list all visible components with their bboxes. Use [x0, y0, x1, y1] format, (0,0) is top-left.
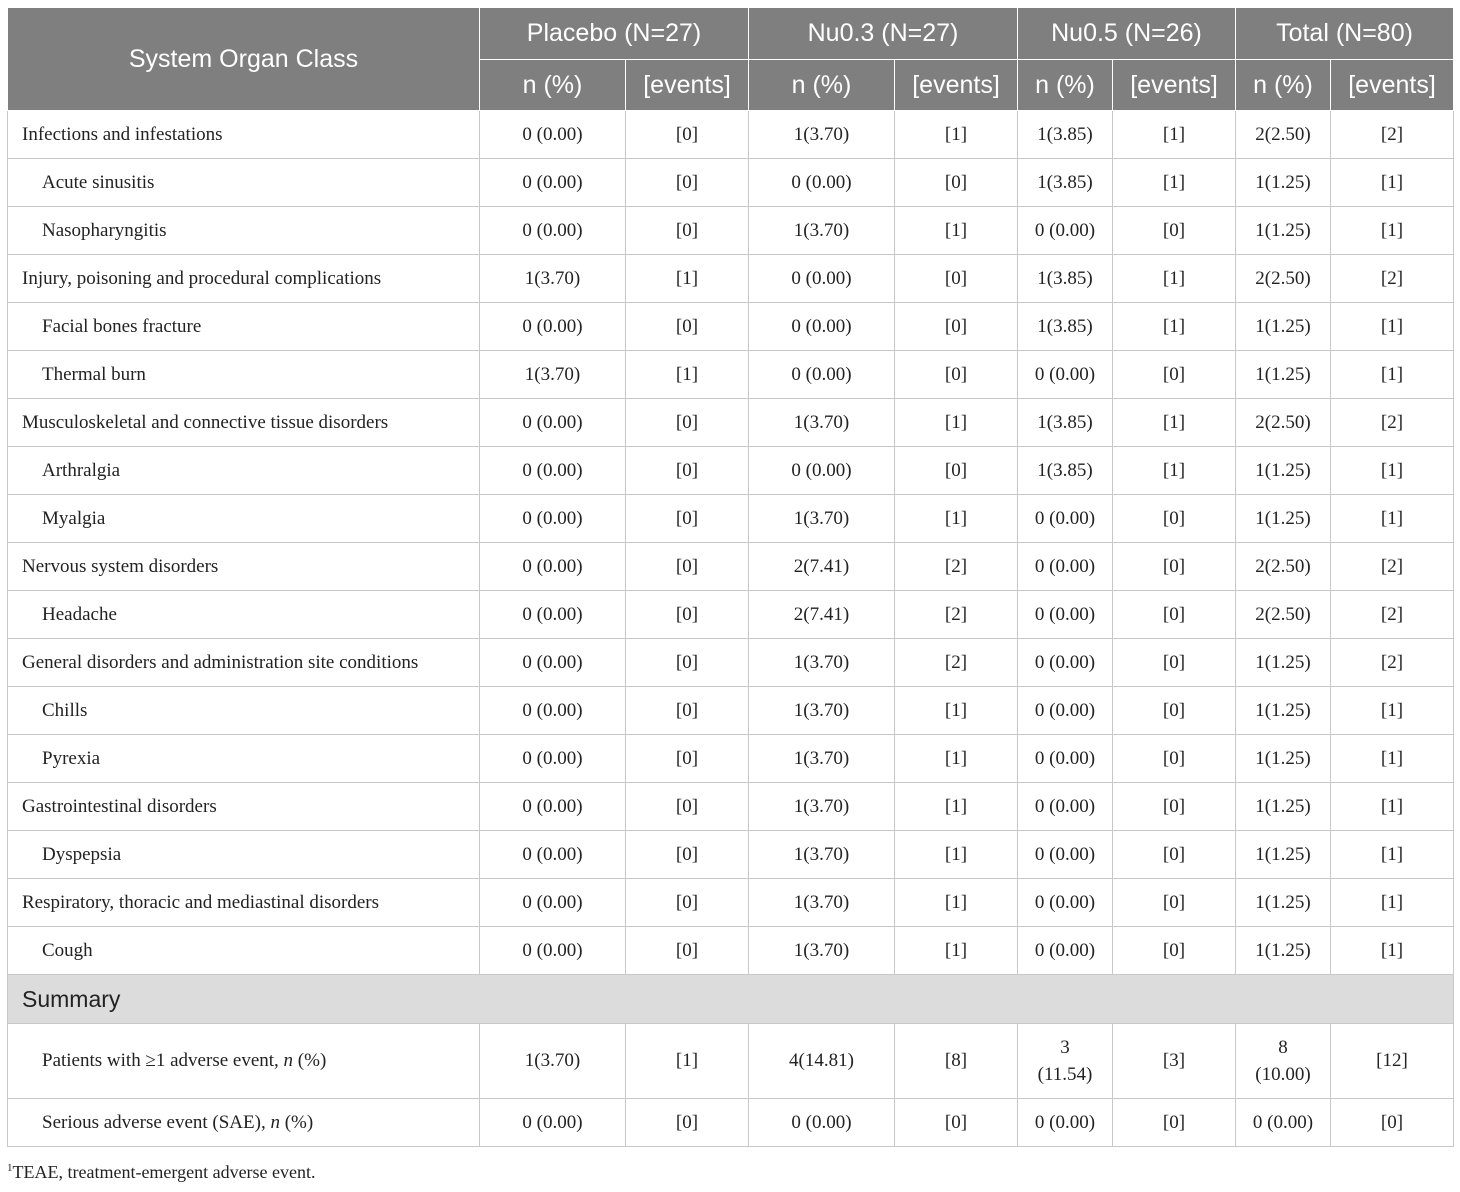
preferred-term-label: Chills — [8, 687, 480, 735]
cell-total-events: [2] — [1331, 591, 1454, 639]
table-row — [8, 111, 1454, 159]
cell-nu05-n: 0 (0.00) — [1018, 495, 1113, 543]
table-row — [8, 303, 1454, 351]
cell-placebo-events: [0] — [626, 687, 749, 735]
cell-total-events: [2] — [1331, 543, 1454, 591]
subheader-events: [events] — [1331, 60, 1454, 111]
cell-nu03-n: 1(3.70) — [749, 207, 895, 255]
cell-total-events: [1] — [1331, 447, 1454, 495]
cell-placebo-events: [0] — [626, 303, 749, 351]
preferred-term-label: Facial bones fracture — [8, 303, 480, 351]
footnote-text: TEAE, treatment-emergent adverse event. — [12, 1162, 316, 1182]
summary-section-header — [8, 975, 1454, 1024]
system-organ-class-label: Musculoskeletal and connective tissue disorders — [8, 399, 480, 447]
cell-total-events: [1] — [1331, 207, 1454, 255]
table-row — [8, 351, 1454, 399]
header-group-placebo: Placebo (N=27) — [480, 8, 749, 60]
cell-nu05-n: 0 (0.00) — [1018, 1099, 1113, 1147]
cell-total-n: 1(1.25) — [1236, 783, 1331, 831]
cell-nu05-events: [1] — [1113, 111, 1236, 159]
cell-placebo-events: [0] — [626, 927, 749, 975]
label-text: Patients with ≥1 adverse event, — [42, 1050, 284, 1071]
cell-placebo-n: 0 (0.00) — [480, 879, 626, 927]
cell-nu03-n: 1(3.70) — [749, 639, 895, 687]
cell-nu05-n: 1(3.85) — [1018, 159, 1113, 207]
cell-nu03-events: [1] — [895, 927, 1018, 975]
cell-nu03-n: 0 (0.00) — [749, 159, 895, 207]
cell-total-events: [1] — [1331, 351, 1454, 399]
cell-total-n: 2(2.50) — [1236, 399, 1331, 447]
cell-nu05-events: [0] — [1113, 207, 1236, 255]
cell-nu03-events: [1] — [895, 207, 1018, 255]
cell-total-n: 1(1.25) — [1236, 639, 1331, 687]
preferred-term-label: Arthralgia — [8, 447, 480, 495]
header-group-nu05: Nu0.5 (N=26) — [1018, 8, 1236, 60]
cell-nu03-events: [0] — [895, 447, 1018, 495]
preferred-term-label: Pyrexia — [8, 735, 480, 783]
cell-placebo-events: [0] — [626, 1099, 749, 1147]
subheader-n-percent: n (%) — [480, 60, 626, 111]
cell-total-events: [0] — [1331, 1099, 1454, 1147]
cell-placebo-n: 0 (0.00) — [480, 783, 626, 831]
cell-total-n: 2(2.50) — [1236, 255, 1331, 303]
cell-total-n: 1(1.25) — [1236, 687, 1331, 735]
system-organ-class-label: General disorders and administration site conditions — [8, 639, 480, 687]
cell-placebo-events: [0] — [626, 159, 749, 207]
subheader-events: [events] — [626, 60, 749, 111]
cell-nu05-events: [0] — [1113, 783, 1236, 831]
cell-total-n: 8 (10.00) — [1236, 1024, 1331, 1099]
cell-nu03-n: 0 (0.00) — [749, 351, 895, 399]
cell-nu05-n: 1(3.85) — [1018, 447, 1113, 495]
table-row — [8, 639, 1454, 687]
cell-placebo-n: 0 (0.00) — [480, 639, 626, 687]
preferred-term-label: Nasopharyngitis — [8, 207, 480, 255]
header-group-total: Total (N=80) — [1236, 8, 1454, 60]
cell-placebo-n: 1(3.70) — [480, 351, 626, 399]
table-row — [8, 735, 1454, 783]
label-text: (%) — [293, 1050, 327, 1071]
cell-total-n: 1(1.25) — [1236, 879, 1331, 927]
cell-nu03-events: [1] — [895, 687, 1018, 735]
cell-nu05-n: 3 (11.54) — [1018, 1024, 1113, 1099]
cell-placebo-n: 0 (0.00) — [480, 399, 626, 447]
cell-nu03-n: 0 (0.00) — [749, 255, 895, 303]
cell-nu03-events: [0] — [895, 351, 1018, 399]
cell-total-events: [1] — [1331, 879, 1454, 927]
cell-total-n: 1(1.25) — [1236, 735, 1331, 783]
cell-nu05-events: [1] — [1113, 159, 1236, 207]
cell-placebo-events: [1] — [626, 351, 749, 399]
cell-total-n: 0 (0.00) — [1236, 1099, 1331, 1147]
cell-nu03-events: [1] — [895, 879, 1018, 927]
cell-nu03-events: [2] — [895, 591, 1018, 639]
cell-nu05-n: 1(3.85) — [1018, 303, 1113, 351]
cell-nu03-n: 0 (0.00) — [749, 447, 895, 495]
system-organ-class-label: Infections and infestations — [8, 111, 480, 159]
cell-placebo-n: 0 (0.00) — [480, 927, 626, 975]
cell-nu05-events: [3] — [1113, 1024, 1236, 1099]
cell-nu03-n: 1(3.70) — [749, 111, 895, 159]
cell-placebo-events: [0] — [626, 399, 749, 447]
table-row — [8, 207, 1454, 255]
cell-nu05-events: [0] — [1113, 543, 1236, 591]
cell-total-n: 1(1.25) — [1236, 351, 1331, 399]
cell-nu05-n: 1(3.85) — [1018, 255, 1113, 303]
system-organ-class-label: Nervous system disorders — [8, 543, 480, 591]
row-label-serious-ae — [8, 1099, 480, 1147]
cell-placebo-events: [0] — [626, 111, 749, 159]
cell-placebo-n: 0 (0.00) — [480, 207, 626, 255]
cell-total-n: 1(1.25) — [1236, 831, 1331, 879]
cell-placebo-events: [0] — [626, 735, 749, 783]
cell-placebo-n: 0 (0.00) — [480, 831, 626, 879]
cell-placebo-events: [0] — [626, 207, 749, 255]
cell-nu03-n: 1(3.70) — [749, 687, 895, 735]
cell-placebo-n: 1(3.70) — [480, 1024, 626, 1099]
preferred-term-label: Acute sinusitis — [8, 159, 480, 207]
cell-nu03-events: [2] — [895, 543, 1018, 591]
row-label-patients-with-ae — [8, 1024, 480, 1099]
subheader-n-percent: n (%) — [749, 60, 895, 111]
table-row — [8, 831, 1454, 879]
cell-placebo-n: 0 (0.00) — [480, 591, 626, 639]
system-organ-class-label: Injury, poisoning and procedural complications — [8, 255, 480, 303]
cell-nu05-n: 0 (0.00) — [1018, 207, 1113, 255]
cell-total-n: 1(1.25) — [1236, 927, 1331, 975]
cell-placebo-events: [0] — [626, 591, 749, 639]
cell-nu05-events: [0] — [1113, 591, 1236, 639]
cell-nu05-n: 1(3.85) — [1018, 399, 1113, 447]
cell-total-n: 1(1.25) — [1236, 207, 1331, 255]
cell-total-events: [2] — [1331, 111, 1454, 159]
cell-nu05-events: [0] — [1113, 831, 1236, 879]
cell-nu03-events: [1] — [895, 495, 1018, 543]
cell-nu03-n: 1(3.70) — [749, 879, 895, 927]
header-group-nu03: Nu0.3 (N=27) — [749, 8, 1018, 60]
cell-total-events: [2] — [1331, 639, 1454, 687]
cell-nu03-n: 1(3.70) — [749, 927, 895, 975]
cell-placebo-events: [1] — [626, 255, 749, 303]
table-row — [8, 879, 1454, 927]
cell-nu03-n: 0 (0.00) — [749, 1099, 895, 1147]
cell-total-events: [1] — [1331, 687, 1454, 735]
cell-nu05-events: [0] — [1113, 879, 1236, 927]
cell-nu05-n: 0 (0.00) — [1018, 687, 1113, 735]
cell-nu05-events: [0] — [1113, 495, 1236, 543]
cell-total-events: [1] — [1331, 495, 1454, 543]
cell-total-events: [2] — [1331, 255, 1454, 303]
cell-nu05-events: [0] — [1113, 927, 1236, 975]
cell-placebo-events: [0] — [626, 879, 749, 927]
cell-placebo-n: 0 (0.00) — [480, 1099, 626, 1147]
cell-nu05-events: [0] — [1113, 351, 1236, 399]
cell-placebo-n: 0 (0.00) — [480, 495, 626, 543]
summary-title: Summary — [8, 975, 1454, 1024]
cell-placebo-events: [0] — [626, 639, 749, 687]
cell-nu05-events: [1] — [1113, 255, 1236, 303]
table-body — [8, 111, 1454, 1147]
cell-total-events: [1] — [1331, 831, 1454, 879]
cell-placebo-events: [0] — [626, 783, 749, 831]
cell-total-events: [1] — [1331, 927, 1454, 975]
preferred-term-label: Thermal burn — [8, 351, 480, 399]
cell-nu05-events: [1] — [1113, 447, 1236, 495]
preferred-term-label: Cough — [8, 927, 480, 975]
cell-placebo-n: 0 (0.00) — [480, 111, 626, 159]
table-row — [8, 687, 1454, 735]
cell-total-n: 1(1.25) — [1236, 303, 1331, 351]
cell-nu05-n: 0 (0.00) — [1018, 831, 1113, 879]
cell-nu03-n: 1(3.70) — [749, 735, 895, 783]
cell-nu03-events: [1] — [895, 735, 1018, 783]
table-row — [8, 927, 1454, 975]
cell-nu03-events: [2] — [895, 639, 1018, 687]
cell-nu03-n: 1(3.70) — [749, 831, 895, 879]
cell-nu03-events: [8] — [895, 1024, 1018, 1099]
cell-nu05-n: 1(3.85) — [1018, 111, 1113, 159]
cell-placebo-events: [0] — [626, 543, 749, 591]
cell-placebo-n: 0 (0.00) — [480, 447, 626, 495]
label-italic-n: n — [283, 1050, 294, 1071]
table-row — [8, 399, 1454, 447]
cell-nu03-events: [1] — [895, 783, 1018, 831]
subheader-events: [events] — [1113, 60, 1236, 111]
cell-placebo-n: 0 (0.00) — [480, 303, 626, 351]
cell-placebo-n: 0 (0.00) — [480, 687, 626, 735]
cell-nu05-n: 0 (0.00) — [1018, 927, 1113, 975]
footnote — [7, 1162, 316, 1183]
cell-nu05-events: [0] — [1113, 1099, 1236, 1147]
cell-placebo-events: [0] — [626, 447, 749, 495]
preferred-term-label: Dyspepsia — [8, 831, 480, 879]
cell-nu03-events: [0] — [895, 1099, 1018, 1147]
cell-nu03-n: 0 (0.00) — [749, 303, 895, 351]
cell-placebo-events: [0] — [626, 495, 749, 543]
table-row-patients-with-ae — [8, 1024, 1454, 1099]
preferred-term-label: Myalgia — [8, 495, 480, 543]
table-row-serious-ae — [8, 1099, 1454, 1147]
label-text: Serious adverse event (SAE), — [42, 1111, 271, 1133]
cell-nu03-events: [0] — [895, 255, 1018, 303]
cell-nu03-events: [0] — [895, 159, 1018, 207]
cell-nu03-n: 1(3.70) — [749, 495, 895, 543]
cell-total-n: 2(2.50) — [1236, 591, 1331, 639]
cell-total-n: 2(2.50) — [1236, 543, 1331, 591]
cell-total-n: 1(1.25) — [1236, 495, 1331, 543]
cell-nu05-events: [0] — [1113, 735, 1236, 783]
cell-total-n: 1(1.25) — [1236, 447, 1331, 495]
cell-total-n: 1(1.25) — [1236, 159, 1331, 207]
footnote-mark: 1 — [7, 1162, 13, 1174]
cell-nu05-n: 0 (0.00) — [1018, 735, 1113, 783]
cell-nu05-n: 0 (0.00) — [1018, 639, 1113, 687]
cell-placebo-n: 0 (0.00) — [480, 735, 626, 783]
cell-nu03-events: [1] — [895, 399, 1018, 447]
system-organ-class-label: Gastrointestinal disorders — [8, 783, 480, 831]
cell-nu03-n: 4(14.81) — [749, 1024, 895, 1099]
table-row — [8, 159, 1454, 207]
table-row — [8, 447, 1454, 495]
cell-total-events: [1] — [1331, 303, 1454, 351]
system-organ-class-label: Respiratory, thoracic and mediastinal disorders — [8, 879, 480, 927]
cell-placebo-n: 1(3.70) — [480, 255, 626, 303]
cell-total-events: [12] — [1331, 1024, 1454, 1099]
cell-placebo-events: [1] — [626, 1024, 749, 1099]
cell-nu05-events: [0] — [1113, 639, 1236, 687]
cell-nu05-n: 0 (0.00) — [1018, 543, 1113, 591]
table-row — [8, 255, 1454, 303]
cell-placebo-events: [0] — [626, 831, 749, 879]
label-text: (%) — [279, 1111, 314, 1133]
cell-nu03-events: [1] — [895, 831, 1018, 879]
cell-nu05-n: 0 (0.00) — [1018, 591, 1113, 639]
table-row — [8, 495, 1454, 543]
cell-nu05-n: 0 (0.00) — [1018, 783, 1113, 831]
cell-total-events: [1] — [1331, 735, 1454, 783]
cell-nu03-n: 1(3.70) — [749, 399, 895, 447]
cell-nu05-events: [1] — [1113, 303, 1236, 351]
cell-total-events: [1] — [1331, 159, 1454, 207]
cell-total-events: [2] — [1331, 399, 1454, 447]
cell-total-n: 2(2.50) — [1236, 111, 1331, 159]
label-italic-n: n — [270, 1111, 280, 1133]
cell-nu03-n: 2(7.41) — [749, 591, 895, 639]
cell-placebo-n: 0 (0.00) — [480, 159, 626, 207]
table-row — [8, 783, 1454, 831]
preferred-term-label: Headache — [8, 591, 480, 639]
cell-placebo-n: 0 (0.00) — [480, 543, 626, 591]
cell-nu05-events: [1] — [1113, 399, 1236, 447]
header-system-organ-class: System Organ Class — [8, 8, 480, 111]
cell-total-events: [1] — [1331, 783, 1454, 831]
cell-nu05-n: 0 (0.00) — [1018, 351, 1113, 399]
cell-nu05-n: 0 (0.00) — [1018, 879, 1113, 927]
cell-nu05-events: [0] — [1113, 687, 1236, 735]
table-row — [8, 543, 1454, 591]
cell-nu03-events: [1] — [895, 111, 1018, 159]
adverse-events-table — [7, 7, 1454, 1147]
subheader-n-percent: n (%) — [1018, 60, 1113, 111]
cell-nu03-n: 2(7.41) — [749, 543, 895, 591]
cell-nu03-events: [0] — [895, 303, 1018, 351]
table-row — [8, 591, 1454, 639]
cell-nu03-n: 1(3.70) — [749, 783, 895, 831]
subheader-events: [events] — [895, 60, 1018, 111]
subheader-n-percent: n (%) — [1236, 60, 1331, 111]
